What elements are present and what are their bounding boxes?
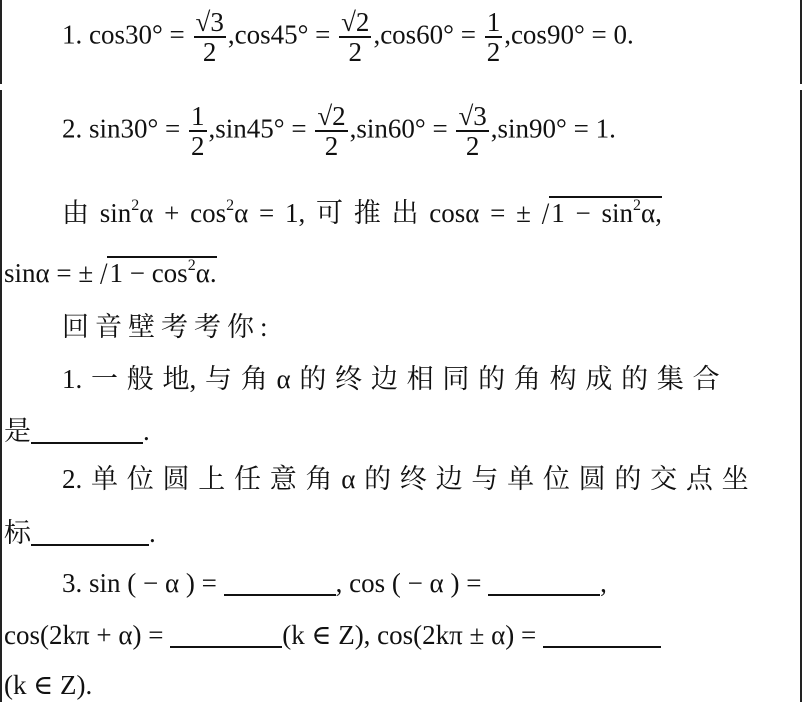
sin60-label: ,sin60° =: [349, 113, 448, 144]
question-2-line-1: 2. 单 位 圆 上 任 意 角 α 的 终 边 与 单 位 圆 的 交 点 坐: [62, 464, 749, 494]
radicand-text: 1 − sin: [551, 198, 633, 228]
cos90-label: ,cos90° = 0.: [504, 19, 634, 50]
cos60-fraction: [485, 8, 503, 67]
numerator: 1: [486, 7, 501, 37]
radicand-text: 1 − cos: [109, 258, 188, 288]
denominator: 2: [191, 131, 205, 162]
answer-blank[interactable]: [543, 626, 661, 648]
cos-values-line: [62, 8, 634, 67]
sin30-label: sin30° =: [89, 113, 181, 144]
question-2-line-2: [4, 520, 156, 547]
denominator: 2: [486, 37, 501, 68]
sin-identity-line: [4, 255, 217, 291]
question-text: 是: [4, 416, 31, 446]
question-3-line-1: [62, 570, 607, 597]
cos30-fraction: [194, 8, 226, 67]
question-3-line-2: [4, 622, 661, 649]
item-number: 1.: [62, 19, 83, 50]
denominator: 2: [324, 131, 339, 162]
page-gap: [0, 84, 802, 90]
section-heading: 回音壁考考你:: [62, 312, 274, 342]
numerator: √2: [317, 101, 346, 131]
exponent: 2: [131, 197, 140, 214]
sin30-fraction: [189, 102, 207, 161]
identity-text: sinα = ±: [4, 258, 94, 288]
cos45-fraction: [339, 8, 371, 67]
sqrt-expression: [541, 195, 662, 231]
radical-sign: /: [99, 255, 108, 291]
numerator: √2: [341, 7, 370, 37]
denominator: 2: [465, 131, 480, 162]
answer-blank[interactable]: [31, 422, 143, 444]
sin60-fraction: [456, 102, 488, 161]
identity-text: 由 sin: [62, 198, 132, 228]
answer-blank[interactable]: [224, 574, 336, 596]
radicand-tail: α.: [195, 258, 217, 288]
exponent: 2: [632, 197, 641, 214]
cos30-label: cos30° =: [89, 19, 185, 50]
numerator: √3: [195, 7, 224, 37]
identity-text: α = 1, 可 推 出 cosα = ±: [234, 198, 531, 228]
radicand: [107, 256, 216, 288]
left-border: [0, 0, 2, 702]
comma: ,: [600, 568, 607, 598]
radical-sign: /: [541, 195, 550, 231]
exponent: 2: [187, 257, 196, 274]
question-text: 3. sin ( − α ) =: [62, 568, 217, 598]
question-text: cos(2kπ + α) =: [4, 620, 164, 650]
denominator: 2: [348, 37, 363, 68]
answer-blank[interactable]: [170, 626, 282, 648]
item-number: 2.: [62, 113, 83, 144]
exponent: 2: [226, 197, 235, 214]
sin45-label: ,sin45° =: [208, 113, 307, 144]
identity-text: α + cos: [139, 198, 227, 228]
sqrt-expression: [99, 255, 217, 291]
identity-line: [62, 195, 662, 231]
question-text: , cos ( − α ) =: [335, 568, 482, 598]
denominator: 2: [202, 37, 217, 68]
period: .: [143, 416, 150, 446]
numerator: 1: [191, 101, 205, 131]
sin-values-line: [62, 102, 616, 161]
sin90-label: ,sin90° = 1.: [490, 113, 616, 144]
cos60-label: ,cos60° =: [373, 19, 476, 50]
radicand: [549, 196, 662, 228]
radicand-tail: α,: [640, 198, 662, 228]
cos45-label: ,cos45° =: [227, 19, 331, 50]
question-1-line-1: 1. 一 般 地, 与 角 α 的 终 边 相 同 的 角 构 成 的 集 合: [62, 364, 720, 394]
answer-blank[interactable]: [488, 574, 600, 596]
sin45-fraction: [315, 102, 347, 161]
numerator: √3: [458, 101, 487, 131]
question-text: 标: [4, 518, 31, 548]
answer-blank[interactable]: [31, 524, 149, 546]
period: .: [149, 518, 156, 548]
question-3-line-3: (k ∈ Z).: [4, 670, 93, 700]
question-1-line-2: [4, 418, 150, 445]
question-text: (k ∈ Z), cos(2kπ ± α) =: [282, 620, 537, 650]
